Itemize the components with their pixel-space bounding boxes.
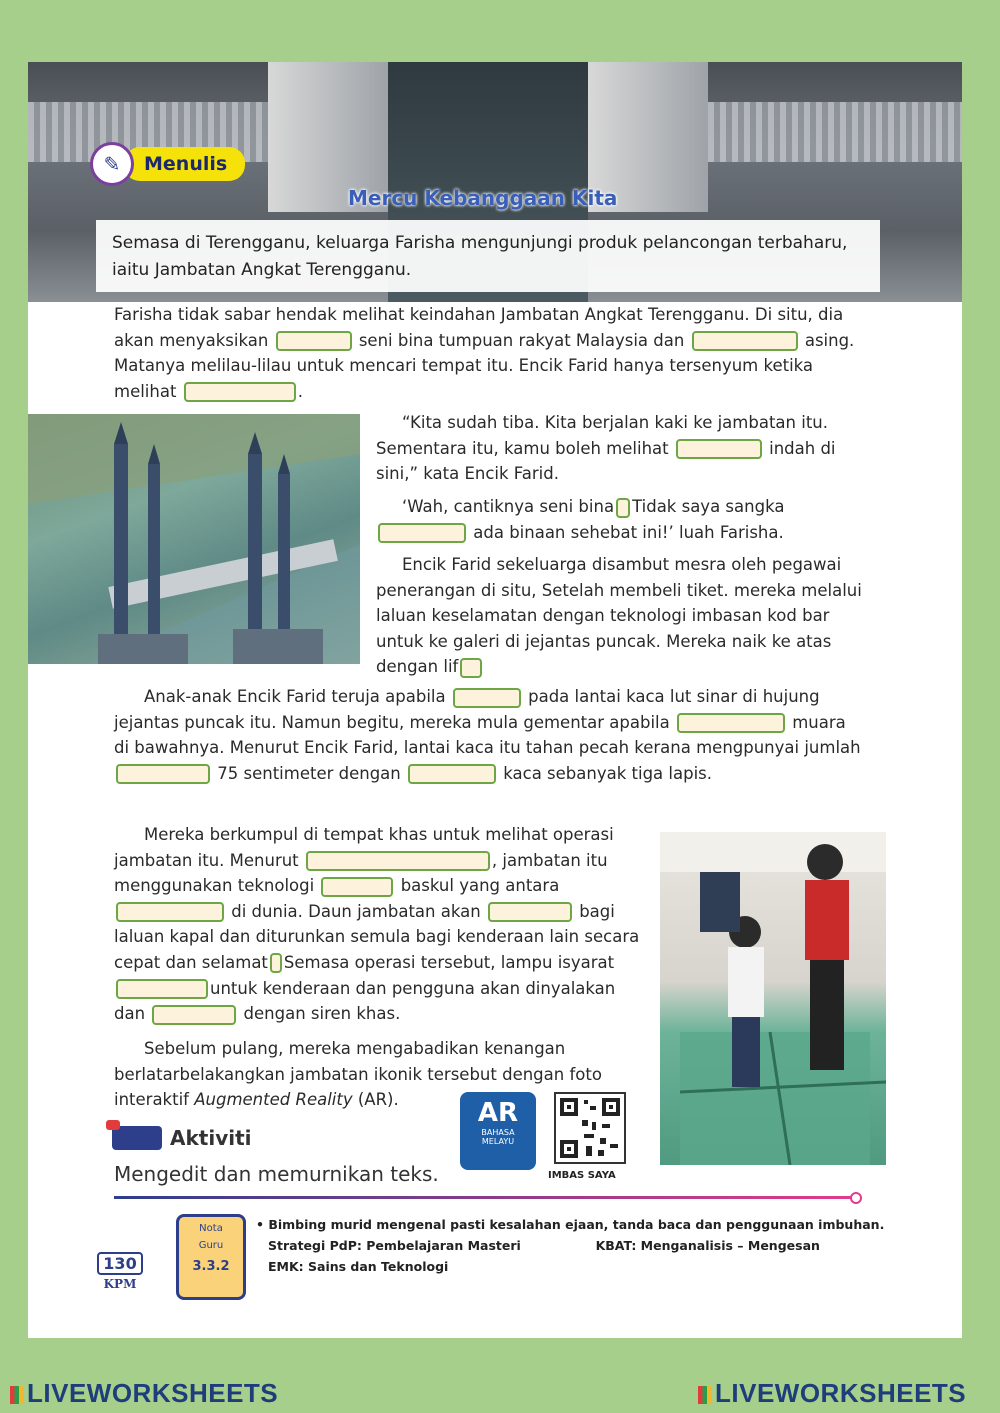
paragraph-5: Anak-anak Encik Farid teruja apabila pada lantai kaca lut sinar di hujung jejantas puncak itu. Namun begitu, mereka mula gementar apabila muara di bawahnya. Menurut Encik Farid, lantai kaca itu tahan pecah kerana mengpunyai jumlah 75 sentimeter dengan kaca sebanyak tiga lapis. <box>114 687 861 783</box>
intro-box: Semasa di Terengganu, keluarga Farisha mengunjungi produk pelancongan terbaharu, iaitu Jambatan Angkat Terengganu. <box>96 220 880 292</box>
teacher-notes: • Bimbing murid mengenal pasti kesalahan ejaan, tanda baca dan penggunaan imbuhan. Strategi PdP: Pembelajaran Masteri KBAT: Menganalisis – Mengesan EMK: Sains dan Teknologi <box>256 1217 885 1274</box>
ar-badge[interactable]: AR BAHASA MELAYU <box>460 1092 536 1170</box>
paragraph-2: “Kita sudah tiba. Kita berjalan kaki ke jambatan itu. Sementara itu, kamu boleh melihat indah di sini,” kata Encik Farid. <box>376 413 836 484</box>
section-label <box>90 142 245 186</box>
blank-input[interactable] <box>408 764 496 784</box>
blank-input[interactable] <box>306 851 490 871</box>
worksheet-page <box>28 62 962 1338</box>
liveworksheets-logo: LIVEWORKSHEETS <box>10 1378 278 1409</box>
blank-input[interactable] <box>276 331 352 351</box>
divider-end-dot <box>850 1192 862 1204</box>
divider <box>114 1196 854 1199</box>
qr-label: IMBAS SAYA <box>548 1170 616 1181</box>
activity-description: Mengedit dan memurnikan teks. <box>114 1162 439 1186</box>
glass-floor-photo <box>660 832 886 1165</box>
blank-input[interactable] <box>116 902 224 922</box>
blank-input[interactable] <box>460 658 482 678</box>
page-number: 130 KPM <box>90 1254 150 1291</box>
blank-input[interactable] <box>270 953 282 973</box>
blank-input[interactable] <box>692 331 798 351</box>
qr-code-icon[interactable] <box>554 1092 626 1164</box>
blank-input[interactable] <box>116 979 208 999</box>
paragraph-6: Mereka berkumpul di tempat khas untuk melihat operasi jambatan itu. Menurut , jambatan itu menggunakan teknologi baskul yang antara di dunia. Daun jambatan akan bagi laluan kapal dan diturunkan semula bagi kenderaan lain secara cepat dan selamat Semasa operasi tersebut, lampu isyarat untuk kenderaan dan pengguna akan dinyalakan dan dengan siren khas. <box>114 825 640 1024</box>
blank-input[interactable] <box>184 382 296 402</box>
blank-input[interactable] <box>488 902 572 922</box>
blank-input[interactable] <box>321 877 393 897</box>
writing-icon: ✎ <box>90 142 134 186</box>
paragraph-7: Sebelum pulang, mereka mengabadikan kenangan berlatarbelakangkan jambatan ikonik tersebut dengan foto interaktif Augmented Reality (AR). <box>114 1039 602 1110</box>
paragraph-3: ‘Wah, cantiknya seni bina Tidak saya sangka ada binaan sehebat ini!’ luah Farisha. <box>376 494 866 545</box>
activity-header: Aktiviti <box>112 1126 252 1150</box>
bridge-photo <box>28 414 360 664</box>
section-label-text: Menulis <box>124 147 245 181</box>
page-title: Mercu Kebanggaan Kita <box>348 186 618 210</box>
paragraph-4: Encik Farid sekeluarga disambut mesra oleh pegawai penerangan di situ, Setelah membeli tiket. mereka melalui laluan keselamatan dengan teknologi imbasan kod bar untuk ke galeri di jejantas puncak. Mereka naik ke atas dengan lif <box>376 555 862 677</box>
blank-input[interactable] <box>616 498 630 518</box>
teacher-note-card: Nota Guru 3.3.2 <box>176 1214 246 1300</box>
blank-input[interactable] <box>677 713 785 733</box>
blank-input[interactable] <box>378 523 466 543</box>
computer-icon <box>112 1126 162 1150</box>
blank-input[interactable] <box>676 439 762 459</box>
logo-icon <box>10 1386 24 1404</box>
blank-input[interactable] <box>116 764 210 784</box>
liveworksheets-logo: LIVEWORKSHEETS <box>698 1378 966 1409</box>
blank-input[interactable] <box>152 1005 236 1025</box>
logo-icon <box>698 1386 712 1404</box>
paragraph-1: Farisha tidak sabar hendak melihat keindahan Jambatan Angkat Terengganu. Di situ, dia akan menyaksikan seni bina tumpuan rakyat Malaysia dan asing. Matanya melilau-lilau untuk mencari tempat itu. Encik Farid hanya tersenyum ketika melihat . <box>114 305 855 401</box>
blank-input[interactable] <box>453 688 521 708</box>
